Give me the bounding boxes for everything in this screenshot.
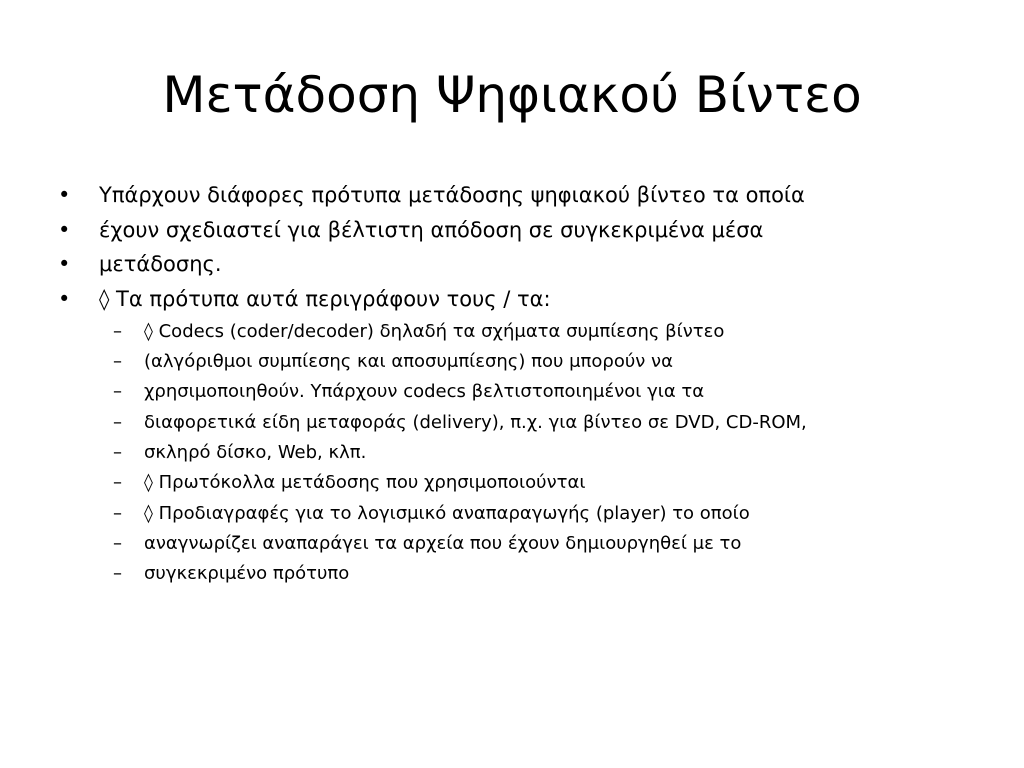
sub-bullet-marker: – <box>113 441 122 463</box>
sub-bullet-item <box>58 347 978 377</box>
bullet-item <box>58 247 978 282</box>
sub-bullet-marker: – <box>113 532 122 554</box>
sub-bullet-marker: – <box>113 411 122 433</box>
sub-bullet-text: (αλγόριθμοι συμπίεσης και αποσυμπίεσης) που μπορούν να <box>144 351 673 373</box>
sub-bullet-marker: – <box>113 320 122 342</box>
sub-bullet-marker: – <box>113 381 122 403</box>
sub-bullet-text: ◊ Πρωτόκολλα μετάδοσης που χρησιμοποιούνται <box>144 472 586 494</box>
sub-bullet-text: χρησιμοποιηθούν. Υπάρχουν codecs βελτιστοποιημένοι για τα <box>144 381 705 403</box>
bullet-text: ◊ Τα πρότυπα αυτά περιγράφουν τους / τα: <box>99 287 551 312</box>
bullet-item <box>58 213 978 248</box>
bullet-text: έχουν σχεδιαστεί για βέλτιστη απόδοση σε συγκεκριμένα μέσα <box>99 217 764 242</box>
sub-bullet-item <box>58 559 978 589</box>
slide-title: Μετάδοση Ψηφιακού Βίντεο <box>162 66 862 124</box>
bullet-marker: • <box>58 287 71 312</box>
sub-bullet-item <box>58 468 978 498</box>
sub-bullet-item <box>58 529 978 559</box>
bullet-text: μετάδοσης. <box>99 252 222 277</box>
bullet-text: Υπάρχουν διάφορες πρότυπα μετάδοσης ψηφιακού βίντεο τα οποία <box>99 183 805 207</box>
sub-bullet-item <box>58 317 978 347</box>
sub-bullet-text: ◊ Προδιαγραφές για το λογισμικό αναπαραγωγής (player) το οποίο <box>144 502 750 524</box>
sub-bullet-text: σκληρό δίσκο, Web, κλπ. <box>144 441 367 463</box>
bullet-marker: • <box>58 217 71 242</box>
bullet-item <box>58 282 978 317</box>
sub-bullet-text: διαφορετικά είδη μεταφοράς (delivery), π.χ. για βίντεο σε DVD, CD-ROM, <box>144 411 807 433</box>
bullet-marker: • <box>58 252 71 277</box>
sub-bullet-item <box>58 438 978 468</box>
sub-bullet-marker: – <box>113 563 122 585</box>
bullet-marker: • <box>58 183 71 207</box>
slide-body <box>58 178 978 589</box>
bullet-item <box>58 178 978 213</box>
sub-bullet-marker: – <box>113 351 122 373</box>
sub-bullet-marker: – <box>113 502 122 524</box>
sub-bullet-marker: – <box>113 472 122 494</box>
sub-bullet-item <box>58 408 978 438</box>
sub-bullet-text: αναγνωρίζει αναπαράγει τα αρχεία που έχουν δημιουργηθεί με το <box>144 532 742 554</box>
sub-bullet-item <box>58 377 978 407</box>
sub-bullet-item <box>58 499 978 529</box>
sub-bullet-text: ◊ Codecs (coder/decoder) δηλαδή τα σχήματα συμπίεσης βίντεο <box>144 320 725 342</box>
sub-bullet-text: συγκεκριμένο πρότυπο <box>144 563 350 585</box>
